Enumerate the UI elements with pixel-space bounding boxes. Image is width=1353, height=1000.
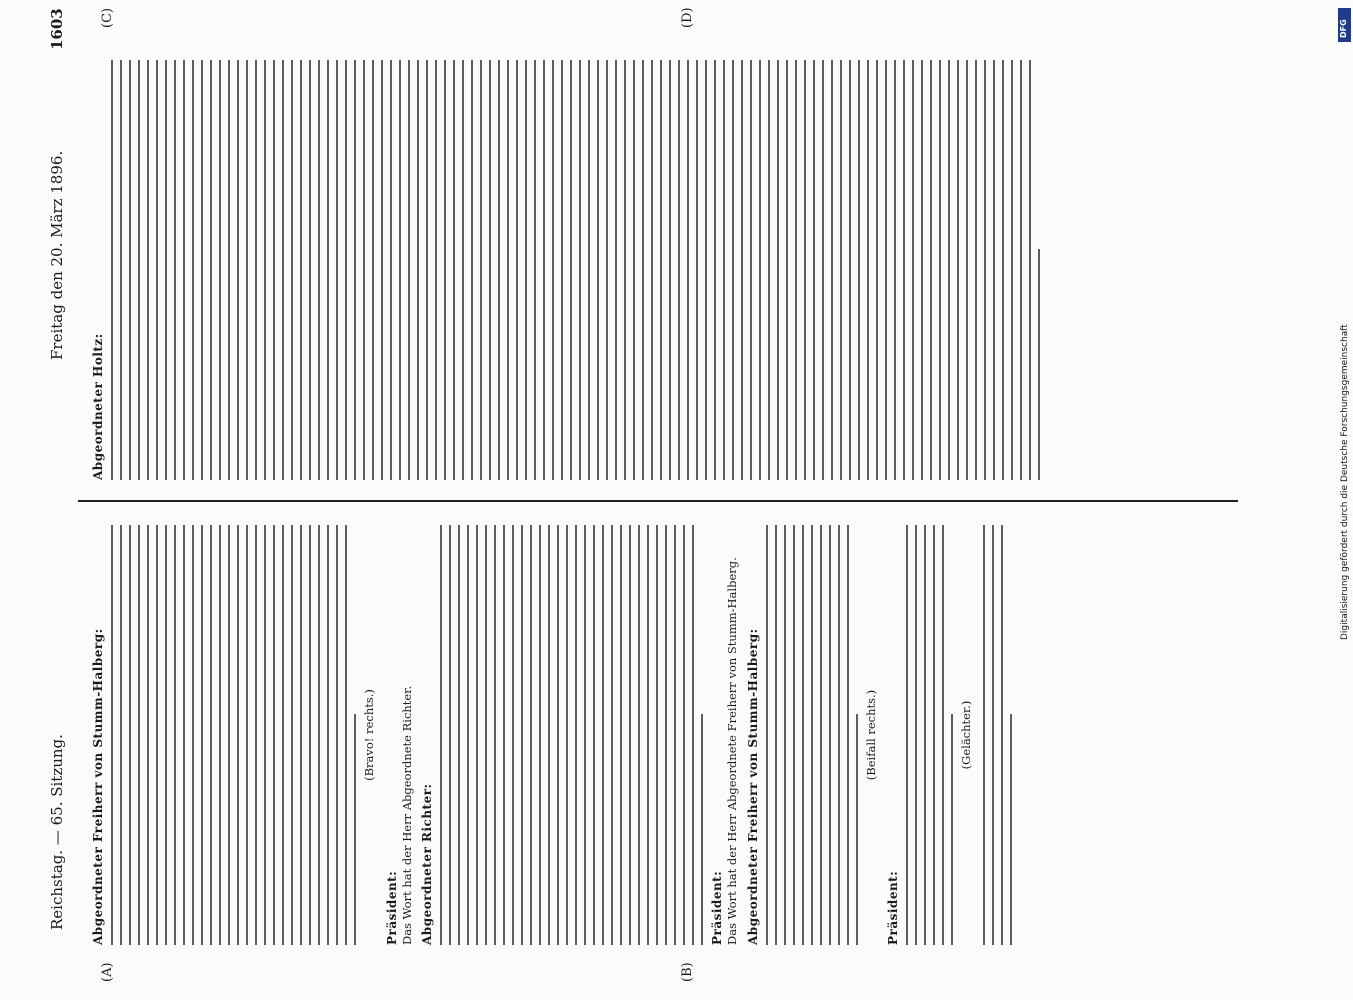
text-line	[1011, 60, 1013, 480]
text-line	[557, 525, 559, 945]
text-line	[462, 60, 464, 480]
left-column	[92, 525, 1019, 945]
text-line	[624, 60, 626, 480]
text-line	[606, 60, 608, 480]
text-line	[660, 60, 662, 480]
text-line	[228, 525, 230, 945]
text-line	[593, 525, 595, 945]
text-line	[255, 525, 257, 945]
text-line	[273, 525, 275, 945]
text-line	[521, 525, 523, 945]
text-line	[975, 60, 977, 480]
text-line	[165, 525, 167, 945]
president-announcement-1	[386, 525, 414, 945]
text-line	[561, 60, 563, 480]
text-line	[453, 60, 455, 480]
stage-direction: (Gelächter.)	[959, 700, 973, 770]
text-line	[811, 525, 813, 945]
text-line	[237, 525, 239, 945]
text-line	[201, 525, 203, 945]
text-line	[777, 60, 779, 480]
text-line	[575, 525, 577, 945]
text-line	[849, 60, 851, 480]
text-line	[912, 60, 914, 480]
text-line	[539, 525, 541, 945]
text-line	[570, 60, 572, 480]
margin-marker-b: (B)	[680, 962, 695, 982]
text-line	[408, 60, 410, 480]
text-line	[638, 525, 640, 945]
text-line	[534, 60, 536, 480]
text-line	[318, 525, 320, 945]
text-line	[273, 60, 275, 480]
text-lines	[983, 525, 1012, 945]
text-line	[656, 525, 658, 945]
text-line	[147, 60, 149, 480]
text-line	[802, 525, 804, 945]
stage-direction: (Beifall rechts.)	[863, 689, 878, 781]
text-line	[147, 525, 149, 945]
text-line	[915, 525, 917, 945]
text-line	[813, 60, 815, 480]
speech-stumm-1	[92, 525, 356, 945]
text-line	[210, 525, 212, 945]
text-lines	[766, 525, 858, 945]
text-lines	[440, 525, 703, 945]
text-line	[291, 525, 293, 945]
text-line	[984, 60, 986, 480]
text-line	[300, 525, 302, 945]
text-line	[552, 60, 554, 480]
text-line	[768, 60, 770, 480]
text-line	[255, 60, 257, 480]
text-line	[494, 525, 496, 945]
text-line	[840, 60, 842, 480]
president-announcement-2	[711, 525, 739, 945]
text-line	[458, 525, 460, 945]
text-line	[530, 525, 532, 945]
text-line	[444, 60, 446, 480]
text-line	[714, 60, 716, 480]
digitization-credit-strip	[1338, 0, 1352, 1000]
text-line	[363, 60, 365, 480]
text-line	[741, 60, 743, 480]
speaker-name: Abgeordneter Holtz:	[91, 333, 105, 480]
text-line	[930, 60, 932, 480]
text-line	[678, 60, 680, 480]
page-number: 1603	[48, 8, 66, 50]
text-line	[894, 60, 896, 480]
speech-holtz	[92, 60, 1040, 480]
text-line	[1029, 60, 1031, 480]
running-header-date: Freitag den 20. März 1896.	[48, 150, 66, 360]
text-line	[219, 525, 221, 945]
text-line	[732, 60, 734, 480]
text-line	[775, 525, 777, 945]
text-line	[602, 525, 604, 945]
text-line	[876, 60, 878, 480]
text-line	[951, 714, 953, 945]
text-line	[327, 525, 329, 945]
text-line	[786, 60, 788, 480]
text-line	[1010, 714, 1012, 945]
text-lines	[111, 525, 356, 945]
text-line	[183, 60, 185, 480]
text-line	[957, 60, 959, 480]
text-line	[503, 525, 505, 945]
text-line	[750, 60, 752, 480]
text-line	[820, 525, 822, 945]
text-line	[138, 525, 140, 945]
text-line	[174, 525, 176, 945]
president-closing	[887, 525, 953, 945]
text-line	[856, 714, 858, 945]
text-line	[847, 525, 849, 945]
text-line	[858, 60, 860, 480]
speaker-name: Präsident:	[710, 870, 724, 945]
text-line	[219, 60, 221, 480]
text-line	[327, 60, 329, 480]
text-line	[291, 60, 293, 480]
text-line	[829, 525, 831, 945]
text-line	[174, 60, 176, 480]
speaker-name: Abgeordneter Richter:	[420, 783, 434, 945]
text-line	[867, 60, 869, 480]
text-line	[237, 60, 239, 480]
text-line	[372, 60, 374, 480]
text-line	[156, 525, 158, 945]
text-line	[924, 525, 926, 945]
speaker-name: Präsident:	[384, 870, 399, 945]
text-line	[795, 60, 797, 480]
text-line	[651, 60, 653, 480]
text-line	[683, 525, 685, 945]
announcement-text: Das Wort hat der Herr Abgeordnete Richter.	[399, 685, 414, 945]
text-line	[485, 525, 487, 945]
text-lines	[111, 60, 1040, 480]
text-line	[129, 525, 131, 945]
right-column	[92, 60, 1048, 480]
text-line	[318, 60, 320, 480]
text-line	[120, 60, 122, 480]
text-line	[723, 60, 725, 480]
text-line	[942, 525, 944, 945]
text-line	[933, 525, 935, 945]
text-line	[620, 525, 622, 945]
speaker-name: Abgeordneter Freiherr von Stumm-Halberg:	[91, 628, 105, 945]
speech-richter	[421, 525, 703, 945]
text-line	[417, 60, 419, 480]
text-line	[471, 60, 473, 480]
text-line	[687, 60, 689, 480]
speaker-name: Präsident:	[886, 870, 900, 945]
text-line	[579, 60, 581, 480]
text-line	[336, 525, 338, 945]
text-line	[467, 525, 469, 945]
column-divider	[78, 500, 1238, 502]
speaker-name: Abgeordneter Freiherr von Stumm-Halberg:	[745, 628, 760, 945]
text-line	[903, 60, 905, 480]
text-line	[498, 60, 500, 480]
text-line	[201, 60, 203, 480]
text-line	[480, 60, 482, 480]
speech-stumm-2	[747, 525, 858, 945]
text-line	[300, 60, 302, 480]
text-line	[647, 525, 649, 945]
text-lines	[906, 525, 953, 945]
text-line	[966, 60, 968, 480]
text-line	[701, 714, 703, 945]
digitization-credit: Digitalisierung gefördert durch die Deutsche Forschungsgemeinschaft	[1340, 324, 1350, 640]
text-line	[665, 525, 667, 945]
text-line	[1020, 60, 1022, 480]
text-line	[129, 60, 131, 480]
text-line	[696, 60, 698, 480]
text-line	[1001, 525, 1003, 945]
text-line	[831, 60, 833, 480]
text-line	[354, 714, 356, 945]
dfg-logo-text: DFG	[1339, 19, 1348, 38]
margin-marker-c: (C)	[100, 7, 115, 28]
text-line	[210, 60, 212, 480]
text-line	[354, 60, 356, 480]
text-line	[309, 525, 311, 945]
text-line	[992, 525, 994, 945]
text-line	[948, 60, 950, 480]
announcement-text: Das Wort hat der Herr Abgeordnete Freiherr von Stumm-Halberg.	[725, 557, 739, 945]
text-line	[246, 525, 248, 945]
text-line	[512, 525, 514, 945]
text-line	[548, 525, 550, 945]
text-line	[611, 525, 613, 945]
text-line	[584, 525, 586, 945]
text-line	[633, 60, 635, 480]
text-line	[838, 525, 840, 945]
text-line	[345, 60, 347, 480]
text-line	[588, 60, 590, 480]
text-line	[435, 60, 437, 480]
text-line	[983, 525, 985, 945]
text-line	[489, 60, 491, 480]
text-line	[543, 60, 545, 480]
text-line	[264, 60, 266, 480]
text-line	[111, 60, 113, 480]
text-line	[906, 525, 908, 945]
text-line	[165, 60, 167, 480]
text-line	[804, 60, 806, 480]
text-line	[476, 525, 478, 945]
text-line	[282, 60, 284, 480]
text-line	[336, 60, 338, 480]
text-line	[885, 60, 887, 480]
text-line	[629, 525, 631, 945]
text-line	[669, 60, 671, 480]
text-line	[282, 525, 284, 945]
text-line	[525, 60, 527, 480]
text-line	[183, 525, 185, 945]
text-line	[759, 60, 761, 480]
text-line	[426, 60, 428, 480]
text-line	[111, 525, 113, 945]
text-line	[597, 60, 599, 480]
text-line	[390, 60, 392, 480]
text-line	[309, 60, 311, 480]
text-line	[705, 60, 707, 480]
text-line	[449, 525, 451, 945]
text-line	[1002, 60, 1004, 480]
text-line	[507, 60, 509, 480]
text-line	[822, 60, 824, 480]
text-line	[674, 525, 676, 945]
text-line	[642, 60, 644, 480]
text-line	[516, 60, 518, 480]
text-line	[138, 60, 140, 480]
text-line	[615, 60, 617, 480]
text-line	[1038, 249, 1040, 480]
text-line	[381, 60, 383, 480]
text-line	[156, 60, 158, 480]
margin-marker-d: (D)	[680, 7, 695, 28]
margin-marker-a: (A)	[100, 962, 115, 982]
text-line	[692, 525, 694, 945]
text-line	[192, 525, 194, 945]
text-line	[921, 60, 923, 480]
text-line	[993, 60, 995, 480]
text-line	[399, 60, 401, 480]
text-line	[192, 60, 194, 480]
text-line	[440, 525, 442, 945]
text-line	[264, 525, 266, 945]
text-line	[120, 525, 122, 945]
text-line	[246, 60, 248, 480]
running-header-session: Reichstag. — 65. Sitzung.	[48, 734, 66, 930]
stage-direction: (Bravo! rechts.)	[362, 689, 376, 781]
text-line	[228, 60, 230, 480]
text-line	[766, 525, 768, 945]
text-line	[793, 525, 795, 945]
text-line	[939, 60, 941, 480]
text-line	[784, 525, 786, 945]
text-line	[345, 525, 347, 945]
text-line	[566, 525, 568, 945]
